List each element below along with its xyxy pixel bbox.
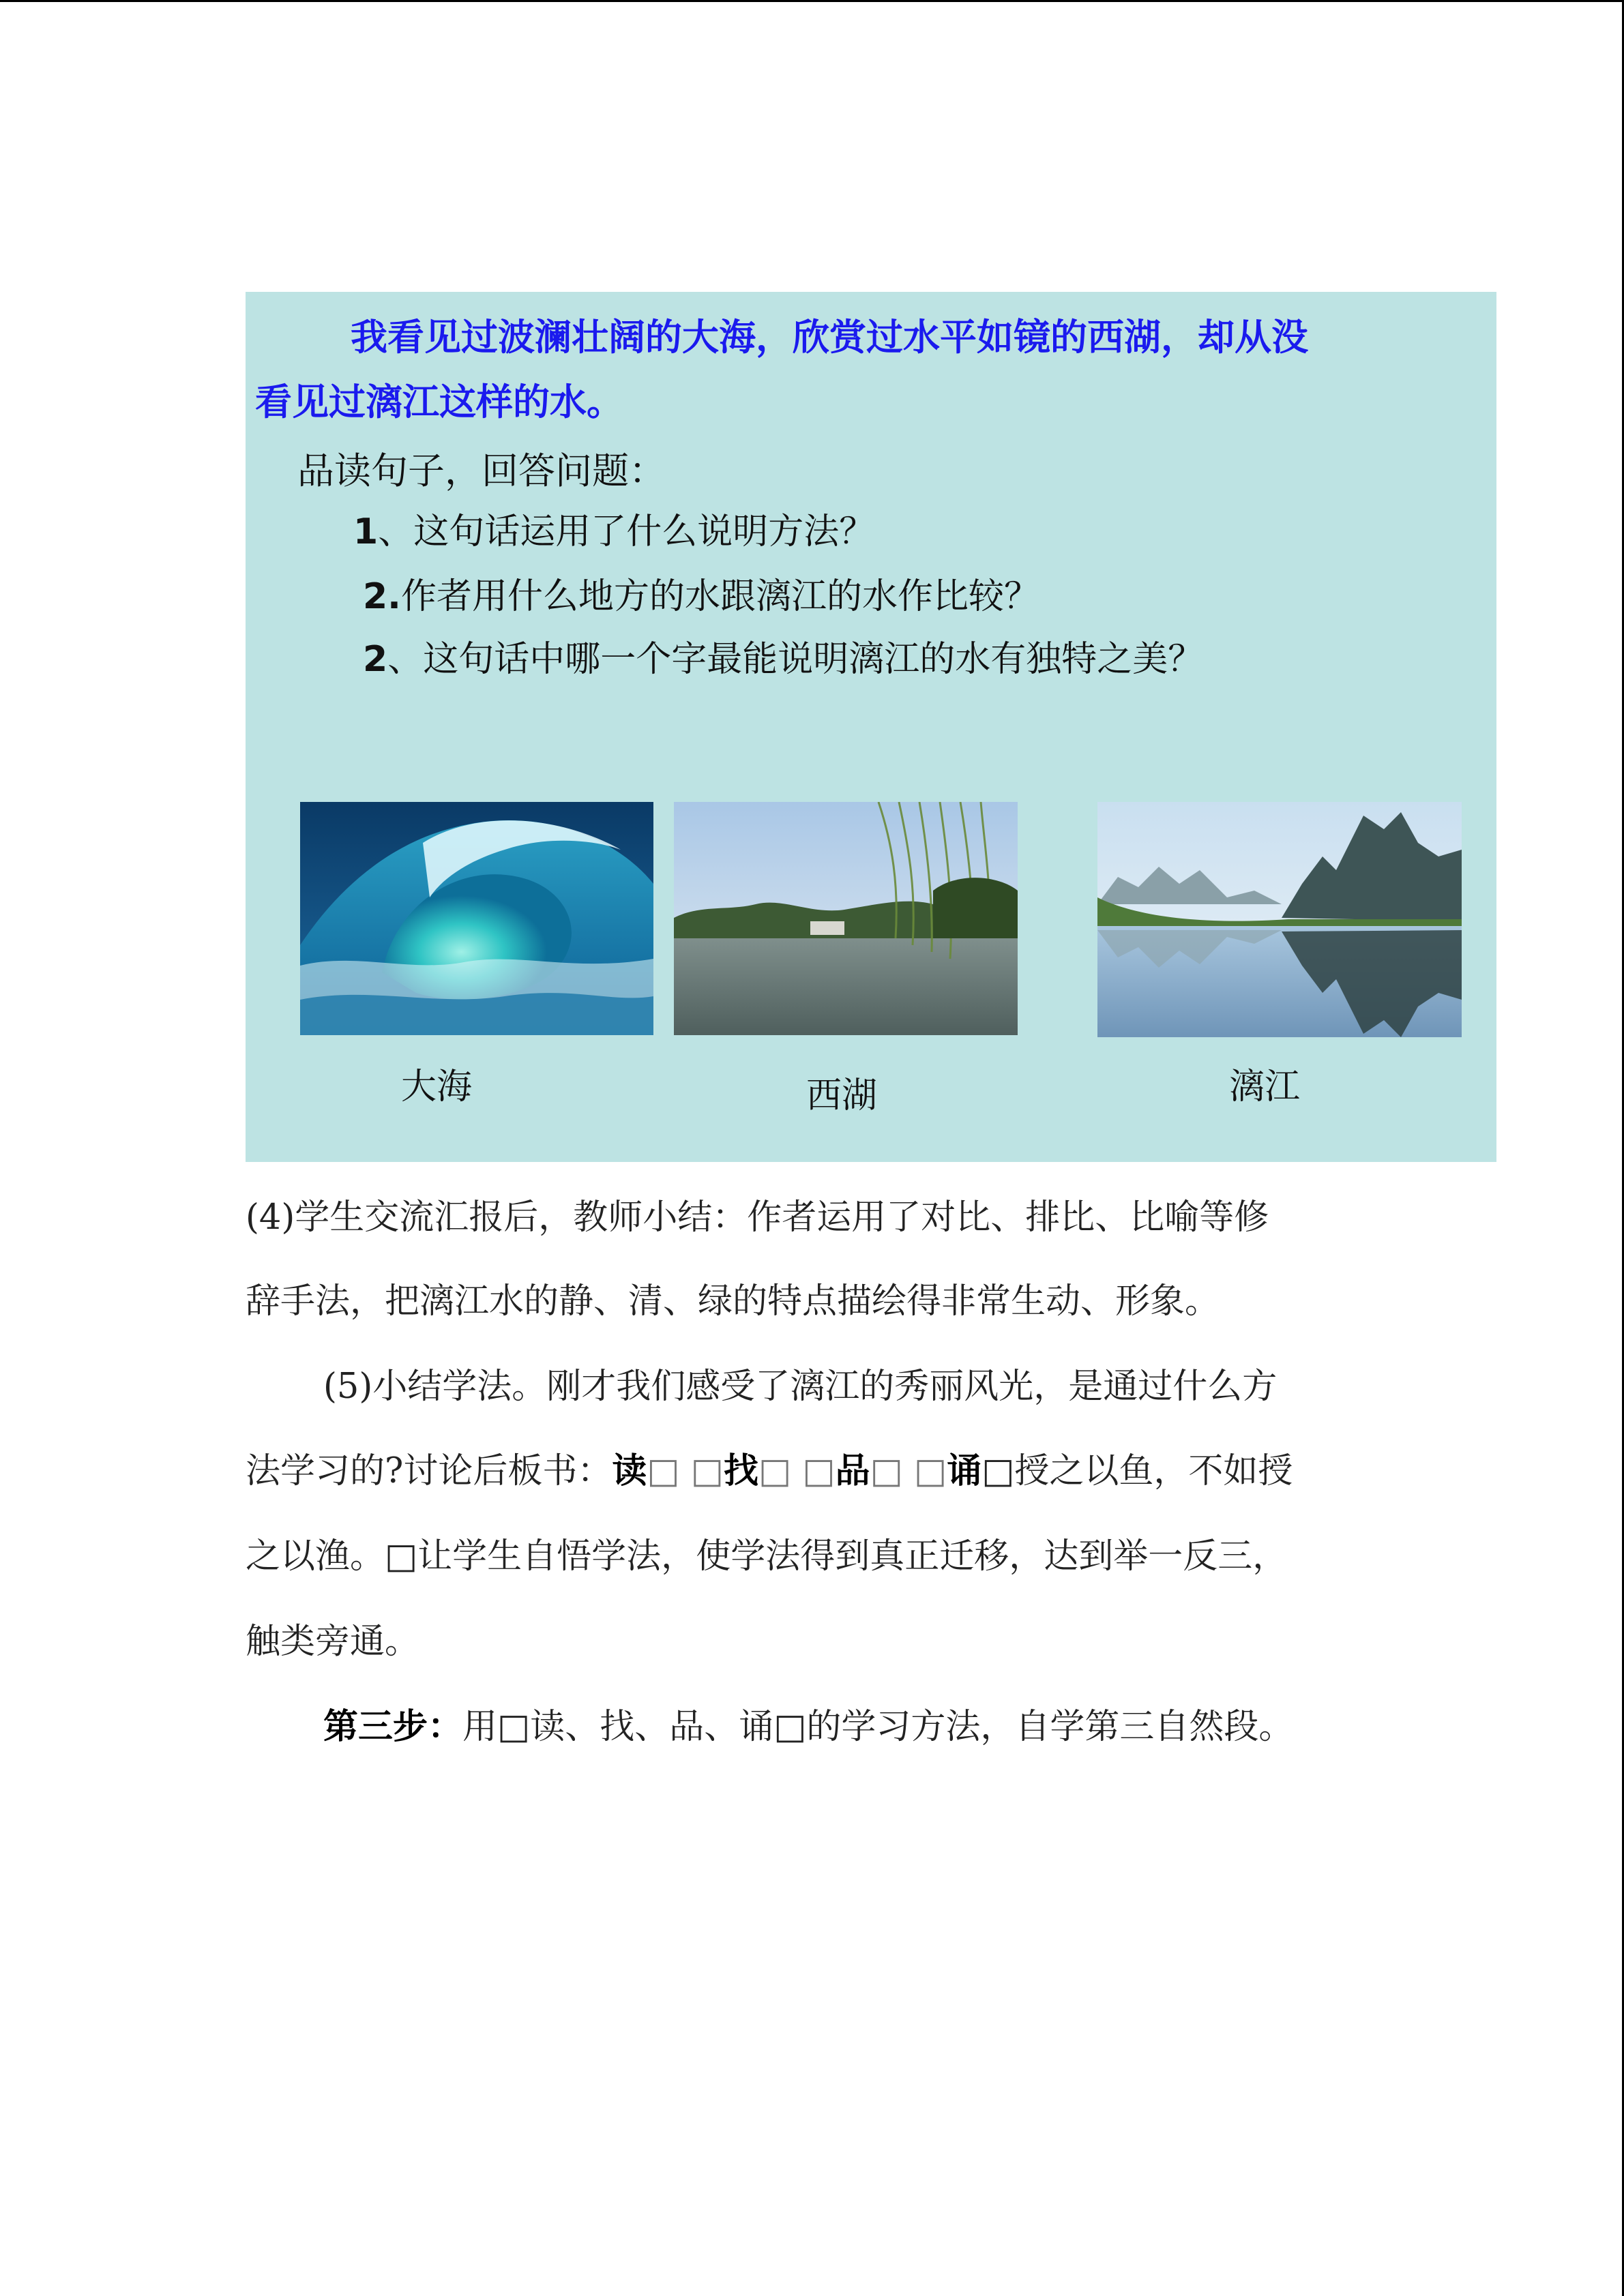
prompt-text: 品读句子，回答问题： (297, 449, 666, 492)
placeholder-squares-2: □ □ (758, 1451, 836, 1491)
paragraph-5-line-1: (5)小结学法。刚才我们感受了漓江的秀丽风光，是通过什么方 (323, 1367, 1278, 1407)
question-1-text: 、这句话运用了什么说明方法？ (378, 511, 875, 552)
west-lake-photo (674, 802, 1018, 1035)
question-2 (363, 576, 1039, 617)
step-3-label: 第三步： (323, 1706, 463, 1747)
board-word-recite: 诵 (947, 1450, 982, 1491)
page-top-border (0, 0, 1624, 2)
placeholder-squares-1: □ □ (647, 1451, 724, 1491)
question-2-number: 2. (363, 576, 401, 617)
sea-photo (300, 802, 653, 1035)
question-2-text: 作者用什么地方的水跟漓江的水作比较？ (400, 576, 1039, 617)
quote-line-2: 看见过漓江这样的水。 (255, 381, 623, 423)
paragraph-5-line-4: 触类旁通。 (246, 1622, 420, 1662)
placeholder-squares-3: □ □ (870, 1451, 947, 1491)
board-word-taste: 品 (835, 1450, 870, 1491)
p5-line2-suffix: □授之以鱼，不如授 (981, 1451, 1293, 1491)
caption-sea: 大海 (401, 1067, 473, 1107)
p5-line2-prefix: 法学习的?讨论后板书： (246, 1451, 612, 1491)
caption-li-river: 漓江 (1229, 1067, 1301, 1107)
slide-panel (246, 292, 1496, 1162)
paragraph-4-line-2: 辞手法，把漓江水的静、清、绿的特点描绘得非常生动、形象。 (246, 1281, 1220, 1322)
board-word-find: 找 (723, 1450, 758, 1491)
paragraph-5-line-2 (246, 1450, 1293, 1491)
li-river-photo (1097, 802, 1462, 1037)
question-3 (363, 639, 1204, 680)
board-word-read: 读 (612, 1450, 647, 1491)
step-3-paragraph (323, 1706, 1294, 1747)
question-1-number: 1 (353, 511, 379, 552)
paragraph-5-line-3: 之以渔。□让学生自悟学法，使学法得到真正迁移，达到举一反三， (246, 1536, 1288, 1577)
caption-west-lake: 西湖 (806, 1075, 878, 1116)
question-1 (353, 511, 875, 552)
question-3-number: 2 (363, 639, 388, 680)
question-3-text: 、这句话中哪一个字最能说明漓江的水有独特之美？ (387, 639, 1204, 680)
step-3-text: 用□读、找、品、诵□的学习方法，自学第三自然段。 (462, 1707, 1294, 1747)
quote-line-1: 我看见过波澜壮阔的大海，欣赏过水平如镜的西湖，却从没 (351, 316, 1308, 359)
paragraph-4-line-1: (4)学生交流汇报后，教师小结：作者运用了对比、排比、比喻等修 (246, 1197, 1269, 1238)
